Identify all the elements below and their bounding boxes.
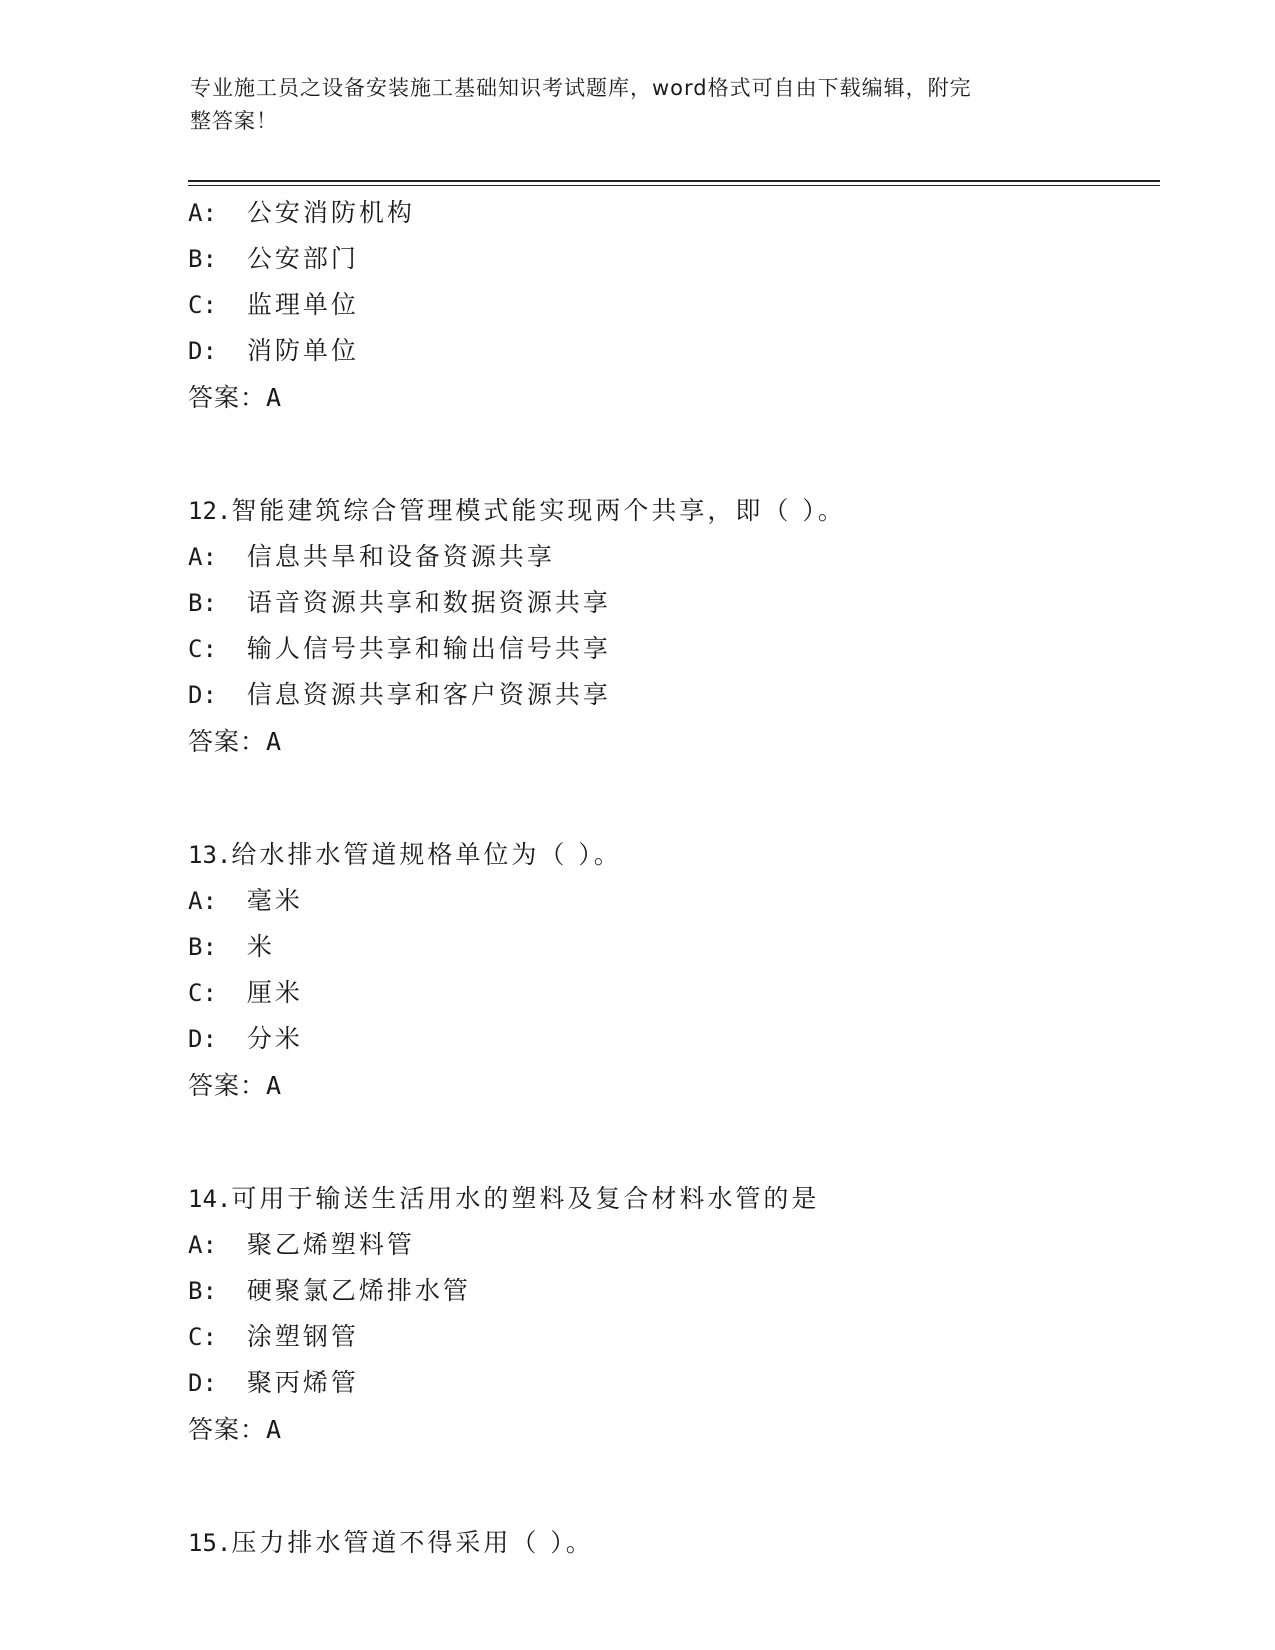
option-text: 输人信号共享和输出信号共享 — [246, 634, 611, 663]
option-key: B: — [188, 245, 217, 273]
option-key: D: — [188, 1369, 217, 1397]
question-stem — [188, 832, 1168, 878]
question-list — [188, 190, 1168, 1566]
question-text: 给水排水管道规格单位为（ ）。 — [231, 840, 622, 869]
answer-value: A — [266, 1071, 283, 1100]
question-number: 15. — [188, 1529, 232, 1557]
answer-label: 答案： — [188, 1071, 267, 1100]
question-block-12 — [188, 488, 1168, 766]
option-key: B: — [188, 1277, 217, 1305]
question-stem — [188, 1176, 1168, 1222]
option-b — [188, 924, 1168, 970]
option-text: 米 — [246, 932, 275, 961]
option-text: 涂塑钢管 — [246, 1322, 359, 1351]
option-text: 分米 — [246, 1024, 303, 1053]
option-text: 聚乙烯塑料管 — [246, 1230, 415, 1259]
question-block-14 — [188, 1176, 1168, 1454]
question-block-13 — [188, 832, 1168, 1110]
option-key: A: — [188, 887, 217, 915]
option-a — [188, 534, 1168, 580]
option-b — [188, 1268, 1168, 1314]
option-key: A: — [188, 543, 217, 571]
option-text: 信息共旱和设备资源共享 — [246, 542, 555, 571]
question-number: 14. — [188, 1185, 232, 1213]
header-line-2: 整答案！ — [190, 109, 278, 133]
question-number: 13. — [188, 841, 232, 869]
answer-label: 答案： — [188, 1415, 267, 1444]
option-key: A: — [188, 199, 217, 227]
option-a — [188, 878, 1168, 924]
answer-value: A — [266, 383, 283, 412]
option-text: 监理单位 — [246, 290, 359, 319]
option-key: A: — [188, 1231, 217, 1259]
option-key: D: — [188, 1025, 217, 1053]
question-block-11 — [188, 190, 1168, 422]
option-text: 公安部门 — [246, 244, 359, 273]
option-text: 毫米 — [246, 886, 303, 915]
answer-line — [188, 374, 1168, 422]
option-c — [188, 1314, 1168, 1360]
option-key: C: — [188, 1323, 217, 1351]
option-key: B: — [188, 589, 217, 617]
option-key: B: — [188, 933, 217, 961]
option-key: D: — [188, 681, 217, 709]
document-header — [190, 72, 1090, 138]
header-line-1: 专业施工员之设备安装施工基础知识考试题库，word格式可自由下载编辑，附完 — [190, 76, 972, 100]
answer-line — [188, 718, 1168, 766]
header-rule-thin — [188, 185, 1160, 186]
option-c — [188, 626, 1168, 672]
question-text: 可用于输送生活用水的塑料及复合材料水管的是 — [231, 1184, 820, 1213]
option-d — [188, 1360, 1168, 1406]
option-key: C: — [188, 291, 217, 319]
option-d — [188, 1016, 1168, 1062]
answer-value: A — [266, 1415, 283, 1444]
option-d — [188, 328, 1168, 374]
option-text: 硬聚氯乙烯排水管 — [246, 1276, 471, 1305]
answer-value: A — [266, 727, 283, 756]
option-text: 厘米 — [246, 978, 303, 1007]
option-b — [188, 580, 1168, 626]
question-stem — [188, 488, 1168, 534]
question-text: 压力排水管道不得采用（ ）。 — [231, 1528, 594, 1557]
option-d — [188, 672, 1168, 718]
answer-label: 答案： — [188, 383, 267, 412]
option-text: 聚丙烯管 — [246, 1368, 359, 1397]
option-a — [188, 190, 1168, 236]
option-key: D: — [188, 337, 217, 365]
question-block-15 — [188, 1520, 1168, 1566]
option-key: C: — [188, 979, 217, 1007]
question-stem — [188, 1520, 1168, 1566]
answer-line — [188, 1062, 1168, 1110]
option-key: C: — [188, 635, 217, 663]
option-text: 信息资源共享和客户资源共享 — [246, 680, 611, 709]
header-rule-thick — [188, 180, 1160, 182]
option-a — [188, 1222, 1168, 1268]
answer-line — [188, 1406, 1168, 1454]
answer-label: 答案： — [188, 727, 267, 756]
question-number: 12. — [188, 497, 232, 525]
question-text: 智能建筑综合管理模式能实现两个共享，即（ ）。 — [231, 496, 846, 525]
option-text: 语音资源共享和数据资源共享 — [246, 588, 611, 617]
option-c — [188, 282, 1168, 328]
option-text: 消防单位 — [246, 336, 359, 365]
option-c — [188, 970, 1168, 1016]
option-text: 公安消防机构 — [246, 198, 415, 227]
option-b — [188, 236, 1168, 282]
